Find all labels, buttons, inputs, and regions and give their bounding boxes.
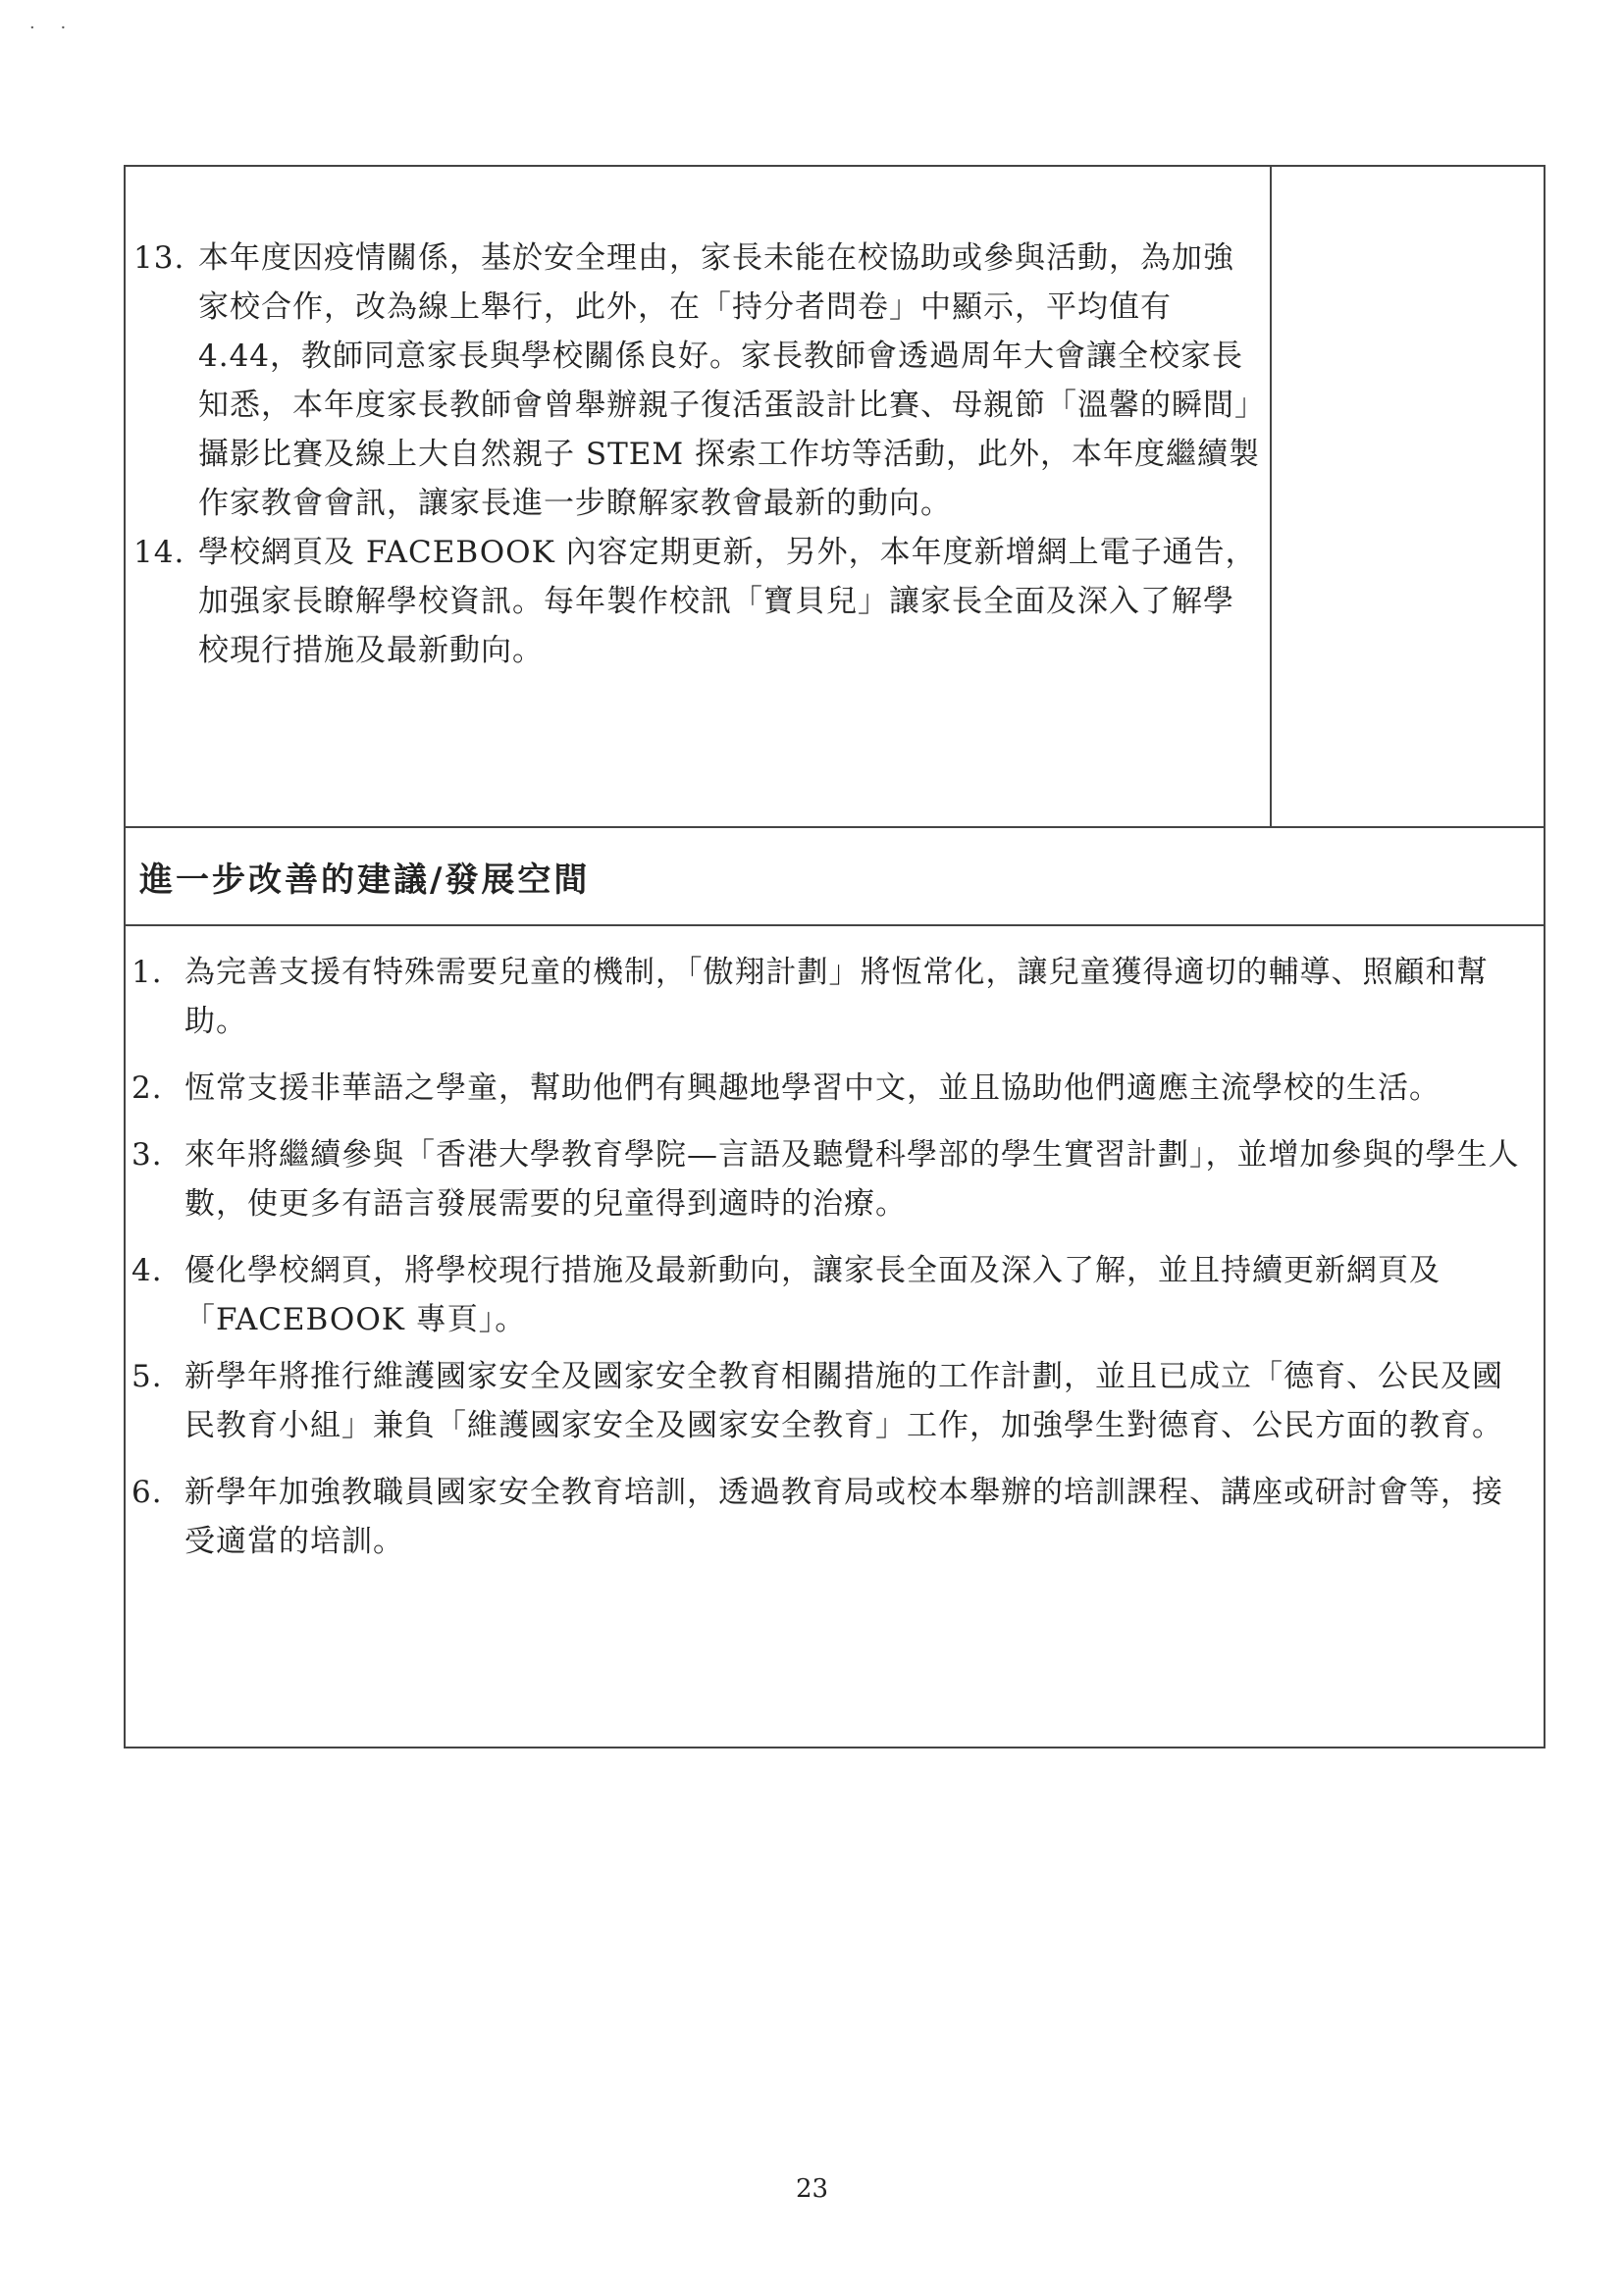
list-item-4 [131, 1246, 1534, 1344]
list-item-text: 本年度因疫情關係，基於安全理由，家長未能在校協助或參與活動，為加強家校合作，改為線上舉行，此外，在「持分者問卷」中顯示，平均值有4.44，教師同意家長與學校關係良好。家長教師會透過周年大會讓全校家長知悉，本年度家長教師會曾舉辦親子復活蛋設計比賽、母親節「溫馨的瞬間」攝影比賽及線上大自然親子 STEM 探索工作坊等活動，此外，本年度繼續製作家教會會訊，讓家長進一步瞭解家教會最新的動向。 [198, 240, 1260, 521]
list-item-number: 1. [131, 955, 163, 990]
list-item-text: 恆常支援非華語之學童，幫助他們有興趣地學習中文，並且協助他們適應主流學校的生活。 [184, 1070, 1441, 1106]
list-item-1 [131, 948, 1534, 1046]
list-item-13 [133, 234, 1260, 528]
list-item-number: 14. [133, 535, 185, 570]
list-item-number: 3. [131, 1137, 163, 1173]
report-table [124, 165, 1545, 1748]
list-item-text: 優化學校網頁，將學校現行措施及最新動向，讓家長全面及深入了解，並且持續更新網頁及「FACEBOOK 專頁」。 [184, 1253, 1441, 1337]
list-item-number: 4. [131, 1253, 163, 1288]
improvement-section-title: 進一步改善的建議/發展空間 [126, 828, 1544, 926]
list-item-3 [131, 1130, 1534, 1228]
list-item-5 [131, 1352, 1534, 1450]
achievements-cell [126, 167, 1272, 826]
empty-side-cell [1272, 167, 1544, 826]
list-item-text: 來年將繼續參與「香港大學教育學院—言語及聽覺科學部的學生實習計劃」，並增加參與的學生人數，使更多有語言發展需要的兒童得到適時的治療。 [184, 1137, 1520, 1222]
improvement-list [126, 926, 1544, 1747]
list-item-text: 學校網頁及 FACEBOOK 內容定期更新，另外，本年度新增網上電子通告，加强家長瞭解學校資訊。每年製作校訊「寶貝兒」讓家長全面及深入了解學校現行措施及最新動向。 [198, 535, 1257, 668]
list-item-2 [131, 1064, 1534, 1113]
list-item-number: 2. [131, 1070, 163, 1106]
list-item-text: 新學年加強教職員國家安全教育培訓，透過教育局或校本舉辦的培訓課程、講座或研討會等，接受適當的培訓。 [184, 1475, 1503, 1559]
list-item-number: 6. [131, 1475, 163, 1510]
table-row-achievements [126, 167, 1544, 828]
list-item-text: 新學年將推行維護國家安全及國家安全教育相關措施的工作計劃，並且已成立「德育、公民及國民教育小組」兼負「維護國家安全及國家安全教育」工作，加強學生對德育、公民方面的教育。 [184, 1359, 1503, 1443]
list-item-text: 為完善支援有特殊需要兒童的機制，「傲翔計劃」將恆常化，讓兒童獲得適切的輔導、照顧和幫助。 [184, 955, 1489, 1039]
list-item-number: 13. [133, 240, 185, 276]
scan-artifact: · · [29, 18, 77, 38]
list-item-number: 5. [131, 1359, 163, 1394]
list-item-14 [133, 528, 1260, 675]
page-number: 23 [795, 2174, 829, 2204]
list-item-6 [131, 1468, 1534, 1566]
